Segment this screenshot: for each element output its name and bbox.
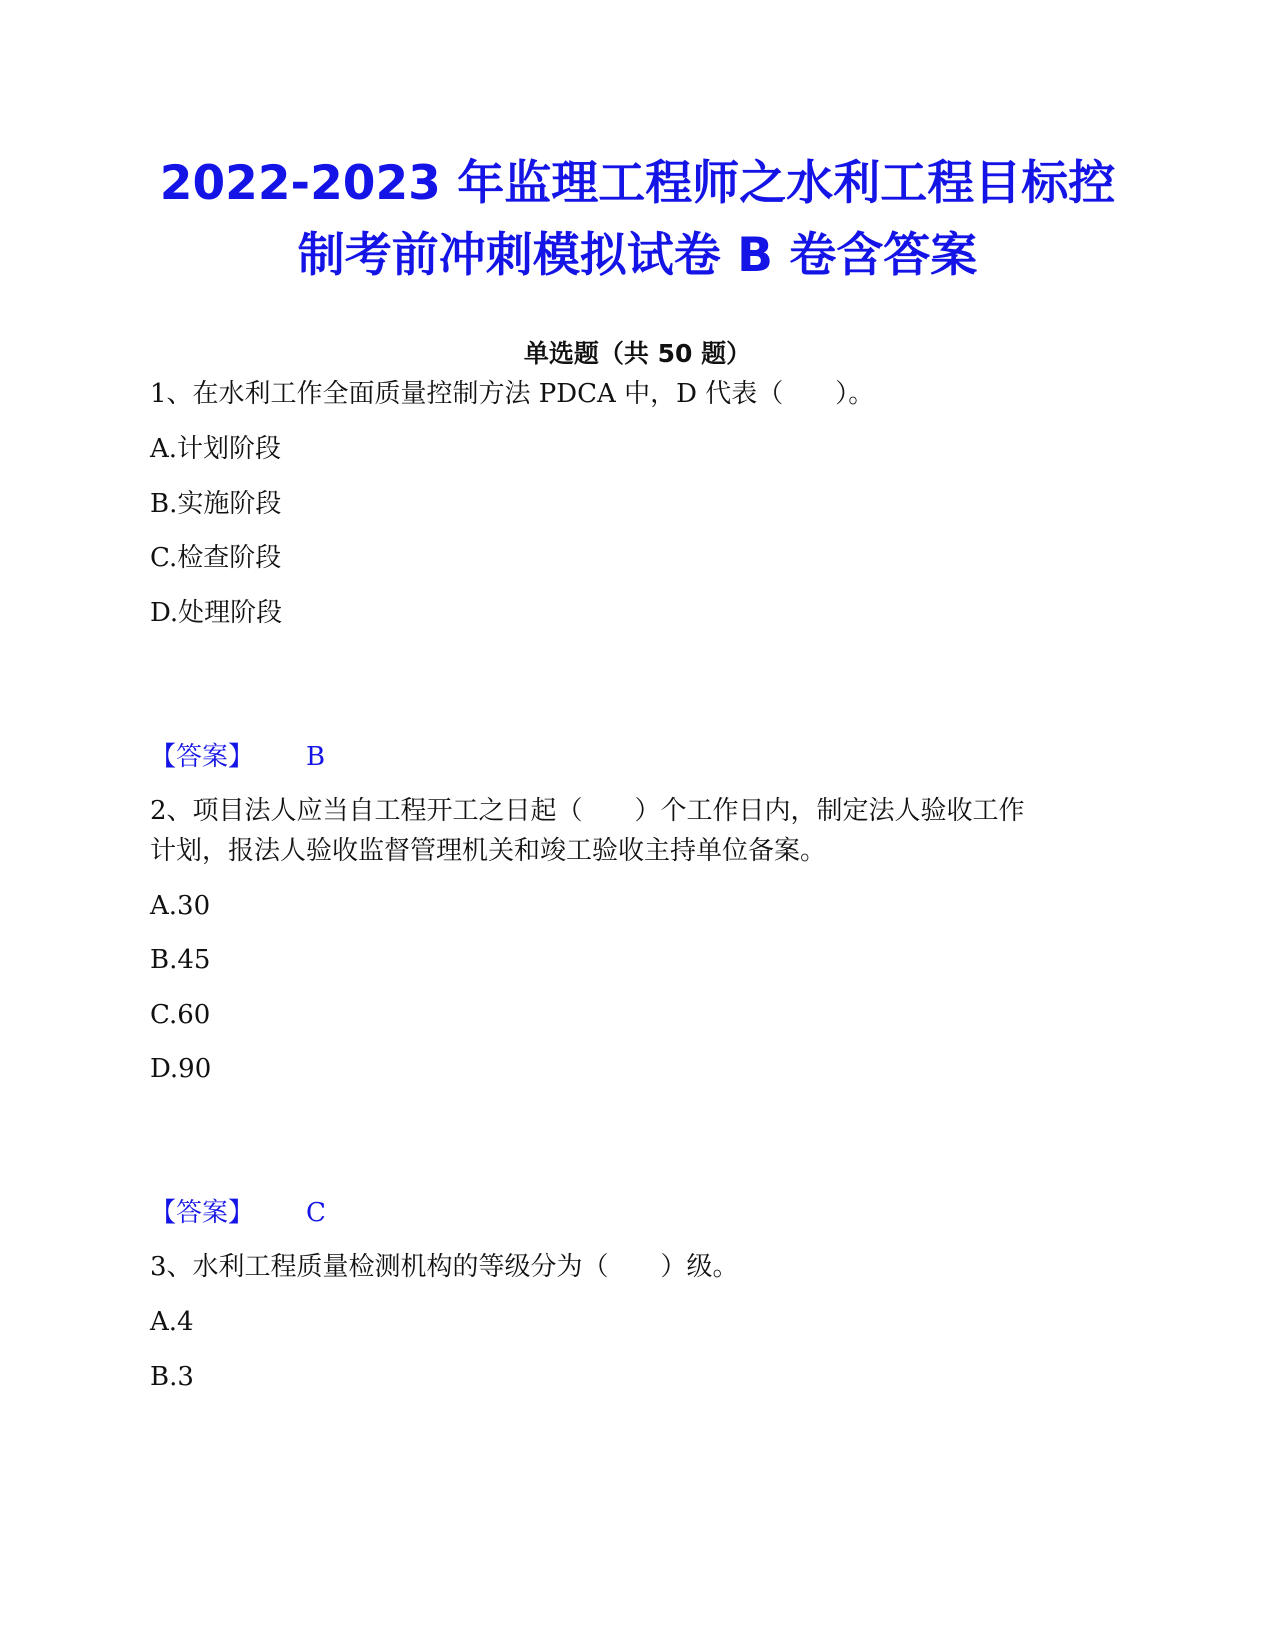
question-3-option-b: B.3 bbox=[150, 1362, 194, 1392]
question-2-option-c: C.60 bbox=[150, 1000, 211, 1030]
question-1-answer bbox=[150, 737, 325, 777]
question-3-stem: 3、水利工程质量检测机构的等级分为（ ）级。 bbox=[150, 1252, 739, 1282]
section-heading: 单选题（共 50 题） bbox=[523, 339, 752, 368]
question-1-option-b: B.实施阶段 bbox=[150, 489, 282, 519]
question-1-option-c: C.检查阶段 bbox=[150, 543, 282, 573]
answer-value: B bbox=[306, 742, 326, 772]
answer-value: C bbox=[306, 1198, 326, 1228]
document-title-line-2: 制考前冲刺模拟试卷 B 卷含答案 bbox=[297, 228, 978, 283]
question-1-stem: 1、在水利工作全面质量控制方法 PDCA 中，D 代表（ ）。 bbox=[150, 379, 875, 409]
document-title-line-1: 2022-2023 年监理工程师之水利工程目标控 bbox=[159, 156, 1116, 211]
question-1-option-d: D.处理阶段 bbox=[150, 598, 283, 628]
question-2-option-d: D.90 bbox=[150, 1054, 212, 1084]
question-2-stem-line-1: 2、项目法人应当自工程开工之日起（ ）个工作日内，制定法人验收工作 bbox=[150, 796, 1025, 826]
question-1-option-a: A.计划阶段 bbox=[150, 434, 282, 464]
question-2-stem-line-2: 计划，报法人验收监督管理机关和竣工验收主持单位备案。 bbox=[150, 836, 827, 866]
question-2-option-a: A.30 bbox=[150, 891, 211, 921]
answer-label: 【答案】 bbox=[150, 1198, 255, 1228]
question-3-option-a: A.4 bbox=[150, 1307, 194, 1337]
question-2-answer bbox=[150, 1193, 326, 1233]
answer-label: 【答案】 bbox=[150, 742, 255, 772]
question-2-option-b: B.45 bbox=[150, 945, 211, 975]
